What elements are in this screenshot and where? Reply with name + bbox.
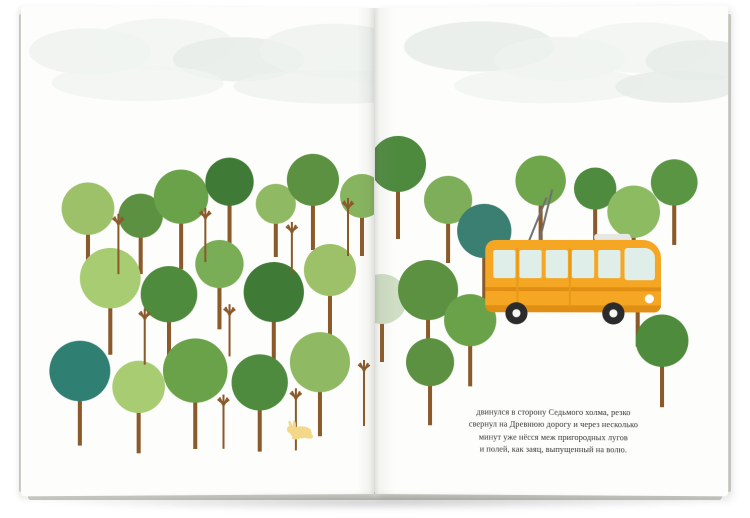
bare-tree-trunk xyxy=(229,312,231,356)
caption-line: двинулся в сторону Седьмого холма, резко xyxy=(476,407,631,418)
bare-tree-trunk xyxy=(204,216,206,262)
bare-tree xyxy=(336,198,360,258)
tree-crown xyxy=(205,158,253,206)
bus-window xyxy=(572,250,594,278)
hare xyxy=(286,422,328,442)
bus-window xyxy=(598,250,620,278)
caption-text xyxy=(405,406,703,457)
trolleybus xyxy=(483,183,670,329)
tree xyxy=(112,361,165,468)
caption-line: минут уже нёсся меж пригородных лугов xyxy=(478,432,628,443)
bare-tree xyxy=(193,208,217,264)
right-page xyxy=(375,6,728,497)
bare-tree xyxy=(106,214,130,276)
bare-tree-trunk xyxy=(117,222,119,274)
bare-tree xyxy=(211,395,235,451)
bus-window xyxy=(493,250,515,278)
tree-crown xyxy=(232,354,288,410)
caption-line: свернул на Древнюю дорогу и через несколько xyxy=(468,419,639,430)
tree xyxy=(375,136,426,254)
bus-wheel-hub xyxy=(512,309,520,317)
bare-tree-trunk xyxy=(291,230,293,274)
bus-window xyxy=(546,250,568,278)
open-book xyxy=(24,8,726,504)
hare-leg xyxy=(292,435,300,439)
tree-crown xyxy=(287,154,339,206)
left-page xyxy=(21,6,374,497)
tree xyxy=(636,314,689,421)
tree-crown xyxy=(406,338,454,386)
bare-tree-trunk xyxy=(222,403,224,449)
sky-left xyxy=(21,6,374,138)
cloud xyxy=(51,64,223,101)
hare-tail xyxy=(311,427,317,433)
tree xyxy=(232,354,288,467)
bus-headlight xyxy=(645,294,654,303)
bus-door xyxy=(516,248,518,306)
bare-tree xyxy=(133,308,157,366)
bus-wheel-hub xyxy=(609,309,617,317)
cloud xyxy=(615,70,728,103)
tree-crown xyxy=(375,136,426,192)
bus-door xyxy=(569,248,571,306)
tree xyxy=(49,341,110,462)
bare-tree-trunk xyxy=(347,206,349,256)
tree-crown xyxy=(49,341,110,402)
sky-right xyxy=(375,6,728,138)
hare-ear xyxy=(293,420,297,428)
tree-crown xyxy=(112,361,165,414)
caption-line: и полей, как заяц, выпущенный на волю. xyxy=(479,444,628,455)
bare-tree xyxy=(217,304,241,358)
bare-tree-trunk xyxy=(363,368,365,426)
bus-belt-stripe xyxy=(485,287,661,291)
book-shadow xyxy=(38,494,714,510)
tree-crown xyxy=(290,332,350,392)
bare-tree-trunk xyxy=(144,316,146,364)
bare-tree xyxy=(352,360,374,428)
bare-tree xyxy=(280,222,304,276)
bus-windshield xyxy=(625,248,655,280)
bus-window xyxy=(519,250,541,278)
